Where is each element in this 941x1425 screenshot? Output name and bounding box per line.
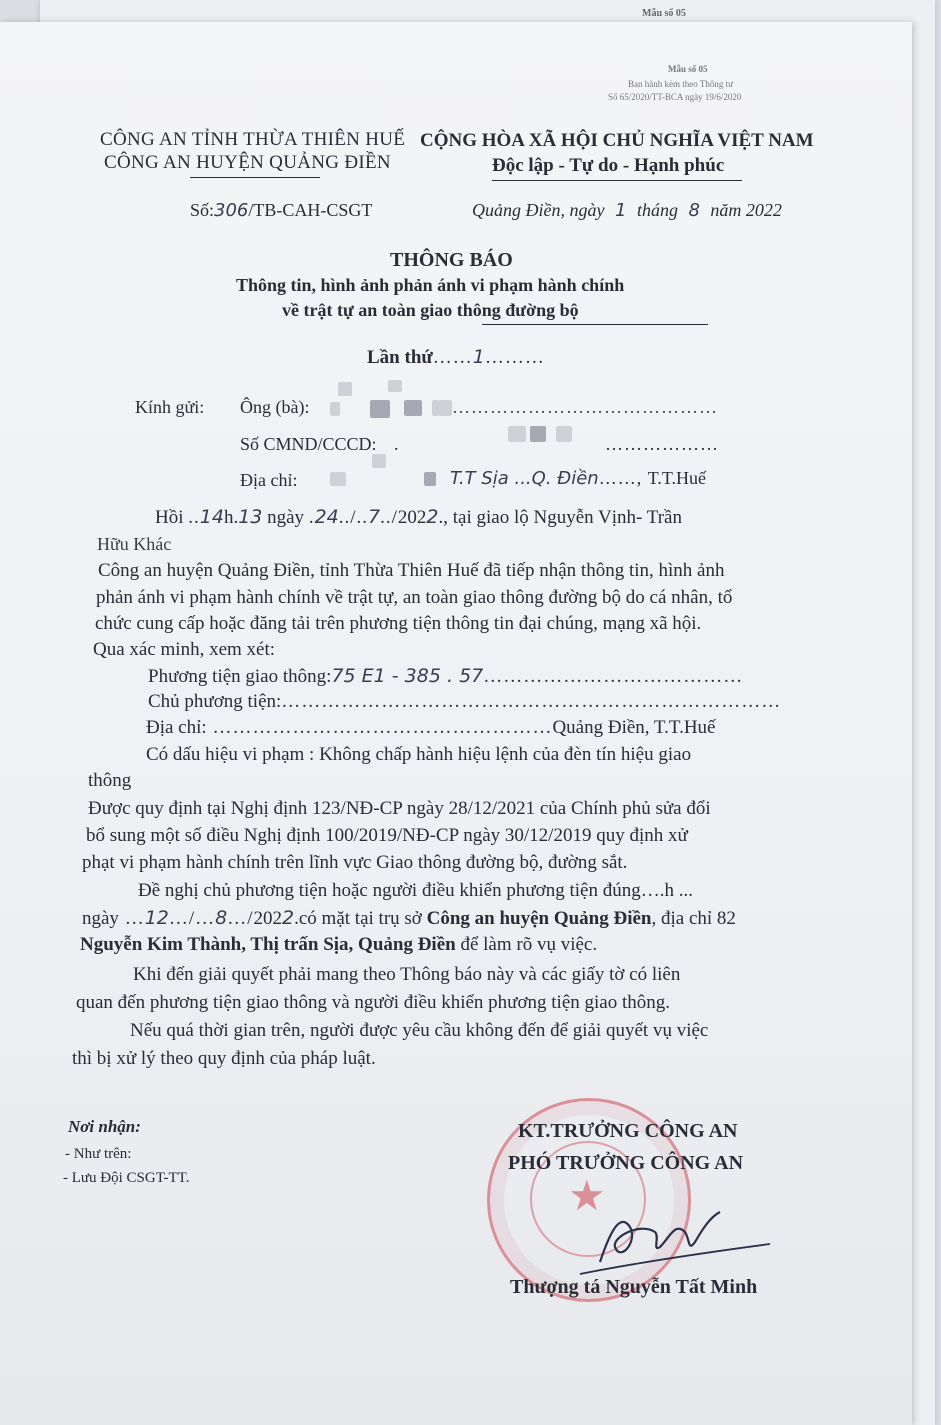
form-number-top: Mẫu số 05 [642, 8, 686, 19]
owner-line: Chủ phương tiện:………………………………………………………………… [148, 691, 782, 712]
form-header-line2: Số 65/2020/TT-BCA ngày 19/6/2020 [608, 92, 742, 102]
agency-underline [190, 177, 320, 178]
form-number: Mẫu số 05 [668, 64, 708, 74]
recipient-item: - Lưu Đội CSGT-TT. [63, 1170, 190, 1186]
redacted-block [424, 472, 436, 486]
violation-line: Có dấu hiệu vi phạm : Không chấp hành hiệu lệnh của đèn tín hiệu giao [146, 744, 692, 765]
verify-label: Qua xác minh, xem xét: [93, 639, 276, 660]
star-icon: ★ [568, 1171, 606, 1220]
penalty-line1: Nếu quá thời gian trên, người được yêu cầu không đến để giải quyết vụ việc [130, 1020, 709, 1041]
request-line2: ngày …12…/…8…/2022.có mặt tại trụ sở Công an huyện Quảng Điền, địa chỉ 82 [82, 907, 736, 929]
doc-number-handwritten: 306 [214, 200, 249, 221]
notice-subtitle-1: Thông tin, hình ảnh phản ánh vi phạm hành chính [236, 275, 625, 295]
recipient-item: - Như trên: [65, 1146, 132, 1162]
attempt-number: 1 [472, 346, 485, 368]
redacted-block [388, 380, 402, 392]
body-p1-line1: Công an huyện Quảng Điền, tỉnh Thừa Thiên Huế đã tiếp nhận thông tin, hình ảnh [98, 560, 725, 581]
redacted-block [530, 426, 546, 442]
signer-name: Thượng tá Nguyễn Tất Minh [510, 1276, 758, 1298]
redacted-block [370, 400, 390, 418]
signature-title-2: PHÓ TRƯỞNG CÔNG AN [508, 1152, 744, 1174]
agency-parent: CÔNG AN TỈNH THỪA THIÊN HUẾ [100, 129, 406, 150]
notice-subtitle-2: về trật tự an toàn giao thông đường bộ [282, 300, 579, 320]
redacted-block [338, 382, 352, 396]
agency-unit: CÔNG AN HUYỆN QUẢNG ĐIỀN [104, 152, 391, 173]
body-p1-line3: chức cung cấp hoặc đăng tải trên phương tiện thông tin đại chúng, mạng xã hội. [95, 613, 702, 634]
violation-cont: thông [88, 770, 132, 791]
body-p1-line2: phản ánh vi phạm hành chính về trật tự, an toàn giao thông đường bộ do cá nhân, tổ [96, 587, 733, 608]
request-line1: Đề nghị chủ phương tiện hoặc người điều khiển phương tiện đúng….h ... [138, 880, 693, 901]
signature-title-1: KT.TRƯỞNG CÔNG AN [518, 1120, 738, 1142]
redacted-block [556, 426, 572, 442]
redacted-block [404, 400, 422, 416]
nation-name: CỘNG HÒA XÃ HỘI CHỦ NGHĨA VIỆT NAM [420, 130, 814, 151]
handwritten-signature [560, 1192, 780, 1282]
attempt-line: Lần thứ……1……… [367, 346, 545, 368]
nation-motto: Độc lập - Tự do - Hạnh phúc [492, 155, 725, 176]
name-dots: …………………………………… [452, 397, 718, 417]
subtitle-underline [482, 324, 708, 325]
to-label: Kính gửi: [135, 397, 205, 417]
address-label: Địa chỉ: [240, 470, 298, 490]
owner-address-line: Địa chỉ: ……………………………………………Quảng Điền, T.T.Huế [146, 717, 716, 738]
redacted-block [372, 454, 386, 468]
bring-line1: Khi đến giải quyết phải mang theo Thông báo này và các giấy tờ có liên [133, 964, 681, 985]
law-line2: bổ sung một số điều Nghị định 100/2019/NĐ-CP ngày 30/12/2019 quy định xử [86, 825, 688, 846]
name-label: Ông (bà): [240, 397, 310, 417]
penalty-line2: thì bị xử lý theo quy định của pháp luật. [72, 1048, 376, 1069]
redacted-block [330, 402, 340, 416]
form-header-line1: Ban hành kèm theo Thông tư [628, 79, 733, 89]
incident-time-line: Hồi ..14h.13 ngày .24../..7../2022., tại giao lộ Nguyễn Vịnh- Trần [155, 506, 682, 528]
bring-line2: quan đến phương tiện giao thông và người điều khiển phương tiện giao thông. [76, 992, 671, 1013]
request-line3: Nguyễn Kim Thành, Thị trấn Sịa, Quảng Điền để làm rõ vụ việc. [80, 934, 598, 955]
incident-location-cont: Hữu Khác [97, 534, 172, 554]
redacted-block [508, 426, 526, 442]
redacted-block [330, 472, 346, 486]
issue-date: Quảng Điền, ngày 1 tháng 8 năm 2022 [472, 200, 782, 221]
doc-number: Số:306/TB-CAH-CSGT [190, 200, 373, 221]
notice-document: Mẫu số 05 Ban hành kèm theo Thông tư Số 65/2020/TT-BCA ngày 19/6/2020 CÔNG AN TỈNH THỪA THIÊN HUẾ CÔNG AN HUYỆN QUẢNG ĐIỀN CỘNG HÒA XÃ HỘI CHỦ NGHĨA VIỆT NAM Độc lập - Tự do - Hạnh phúc Số:306/TB-CAH-CSGT Quảng Điền, ngày 1 tháng 8 năm 2022 THÔNG BÁO Thông tin, hình ảnh phản ánh vi phạm hành chính về trật tự an toàn giao thông đường bộ Lần thứ……1……… Kính gửi: Ông (bà): …………………………………… Số CMND/CCCD: . ……………… Địa chỉ: T.T Sịa ...Q. Điền……, T.T.Huế Hồi ..14h.13 ngày .24../..7../2022., tại giao lộ Nguyễn Vịnh- Trần Hữu Khác Công an huyện Quảng Điền, tỉnh Thừa Thiên Huế đã tiếp nhận thông tin, hình ảnh phản ánh vi phạm hành chính về trật tự, an toàn giao thông đường bộ do cá nhân, tổ chức cung cấp hoặc đăng tải trên phương tiện thông tin đại chúng, mạng xã hội. Qua xác minh, xem xét: Phương tiện giao thông:75 E1 - 385 . 57………………………………… Chủ phương tiện:………………………………………………………………… Địa chỉ: ……………………………………………Quảng Điền, T.T.Huế Có dấu hiệu vi phạm : Không chấp hành hiệu lệnh của đèn tín hiệu giao thông Được quy định tại Nghị định 123/NĐ-CP ngày 28/12/2021 của Chính phủ sửa đổi bổ sung một số điều Nghị định 100/2019/NĐ-CP ngày 30/12/2019 quy định xử phạt vi phạm hành chính trên lĩnh vực Giao thông đường bộ, đường sắt. Đề nghị chủ phương tiện hoặc người điều khiển phương tiện đúng….h ... ngày …12…/…8…/2022.có mặt tại trụ sở Công an huyện Quảng Điền, địa chỉ 82 Nguyễn Kim Thành, Thị trấn Sịa, Quảng Điền để làm rõ vụ việc. Khi đến giải quyết phải mang theo Thông báo này và các giấy tờ có liên quan đến phương tiện giao thông và người điều khiển phương tiện giao thông. Nếu quá thời gian trên, người được yêu cầu không đến để giải quyết vụ việc thì bị xử lý theo quy định của pháp luật. Nơi nhận: - Như trên: - Lưu Đội CSGT-TT. ★ KT.TRƯỞNG CÔNG AN PHÓ TRƯỞNG CÔNG AN Thượng tá Nguyễn Tất Minh [0, 22, 912, 1425]
vehicle-plate: 75 E1 - 385 . 57 [331, 665, 484, 687]
vehicle-line: Phương tiện giao thông:75 E1 - 385 . 57………………………………… [148, 665, 744, 687]
notice-title: THÔNG BÁO [390, 249, 513, 271]
law-line1: Được quy định tại Nghị định 123/NĐ-CP ngày 28/12/2021 của Chính phủ sửa đổi [88, 798, 711, 819]
recipients-title: Nơi nhận: [68, 1117, 141, 1136]
address-fill: T.T Sịa ...Q. Điền……, T.T.Huế [450, 468, 706, 489]
id-label: Số CMND/CCCD: [240, 434, 377, 454]
law-line3: phạt vi phạm hành chính trên lĩnh vực Giao thông đường bộ, đường sắt. [82, 852, 628, 873]
motto-underline [492, 180, 742, 181]
redacted-block [432, 400, 452, 416]
